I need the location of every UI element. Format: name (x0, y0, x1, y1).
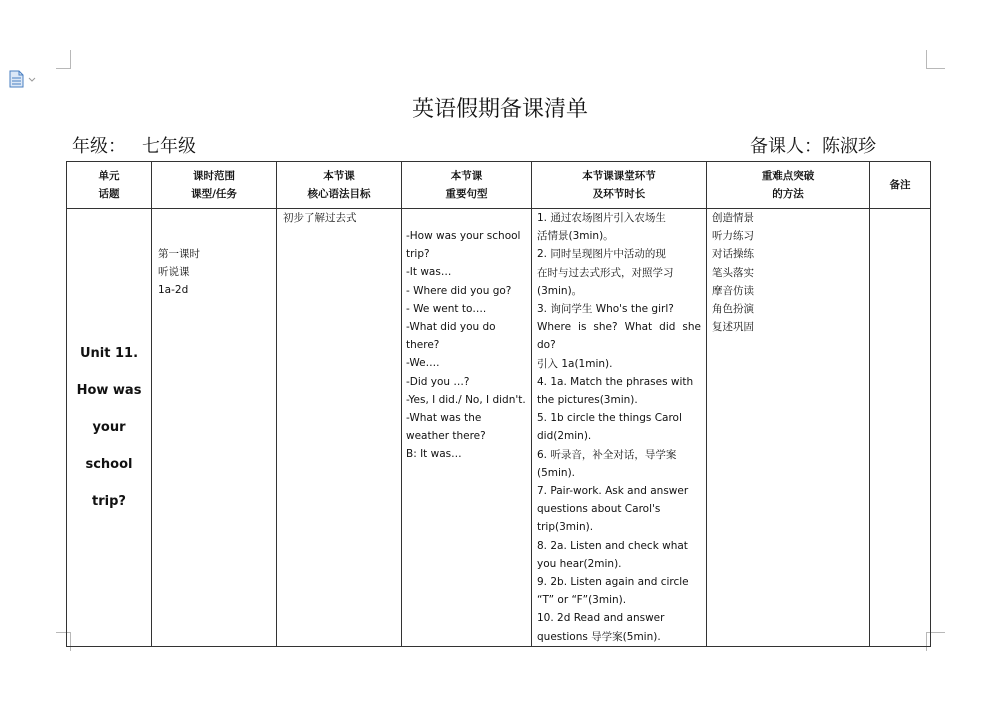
header-key-patterns: 本节课 重要句型 (402, 162, 532, 209)
cell-methods: 创造情景 听力练习 对话操练 笔头落实 摩音仿读 角色扮演 复述巩固 (707, 209, 870, 647)
crop-mark-top-right (926, 50, 945, 69)
header-grammar-goal: 本节课 核心语法目标 (277, 162, 402, 209)
grade-value: 七年级 (142, 136, 196, 157)
cell-unit-topic: Unit 11. How was your school trip? (67, 209, 152, 647)
header-remarks: 备注 (870, 162, 931, 209)
document-icon[interactable] (8, 70, 38, 88)
lesson-plan-table (66, 161, 931, 647)
header-class-steps: 本节课课堂环节 及环节时长 (532, 162, 707, 209)
teacher-line (750, 132, 876, 158)
cell-remarks (870, 209, 931, 647)
table-row (67, 209, 931, 647)
teacher-label: 备课人： (750, 136, 822, 157)
table-header-row (67, 162, 931, 209)
cell-class-steps: 1. 通过农场图片引入农场生 活情景(3min)。 2. 同时呈现图片中活动的现 在时与过去式形式，对照学习 (3min)。 3. 询问学生 Who's the girl? Where is she? What did she do? 引入 1a(1min). 4. 1a. Match the phrases with the pictures(3min). 5. 1b circle the things Carol did(2min). 6. 听录音，补全对话，导学案 (5min). 7. Pair-work. Ask and answer questions about Carol's trip(3min). 8. 2a. Listen and check what you hear(2min). 9. 2b. Listen again and circle “T” or “F”(3min). 10. 2d Read and answer questions 导学案(5min). (532, 209, 707, 647)
header-methods: 重难点突破 的方法 (707, 162, 870, 209)
cell-key-patterns: -How was your school trip? -It was… - Where did you go? - We went to…. -What did you do there? -We…. -Did you …? -Yes, I did./ No, I didn't. -What was the weather there? B: It was… (402, 209, 532, 647)
header-period-type: 课时范围 课型/任务 (152, 162, 277, 209)
page-title: 英语假期备课清单 (411, 97, 588, 122)
grade-line (72, 132, 196, 158)
header-unit-topic: 单元 话题 (67, 162, 152, 209)
teacher-value: 陈淑珍 (822, 136, 876, 157)
crop-mark-top-left (56, 50, 71, 69)
cell-period-type: 第一课时 听说课 1a-2d (152, 209, 277, 647)
grade-label: 年级： (72, 136, 126, 157)
cell-grammar-goal: 初步了解过去式 (277, 209, 402, 647)
